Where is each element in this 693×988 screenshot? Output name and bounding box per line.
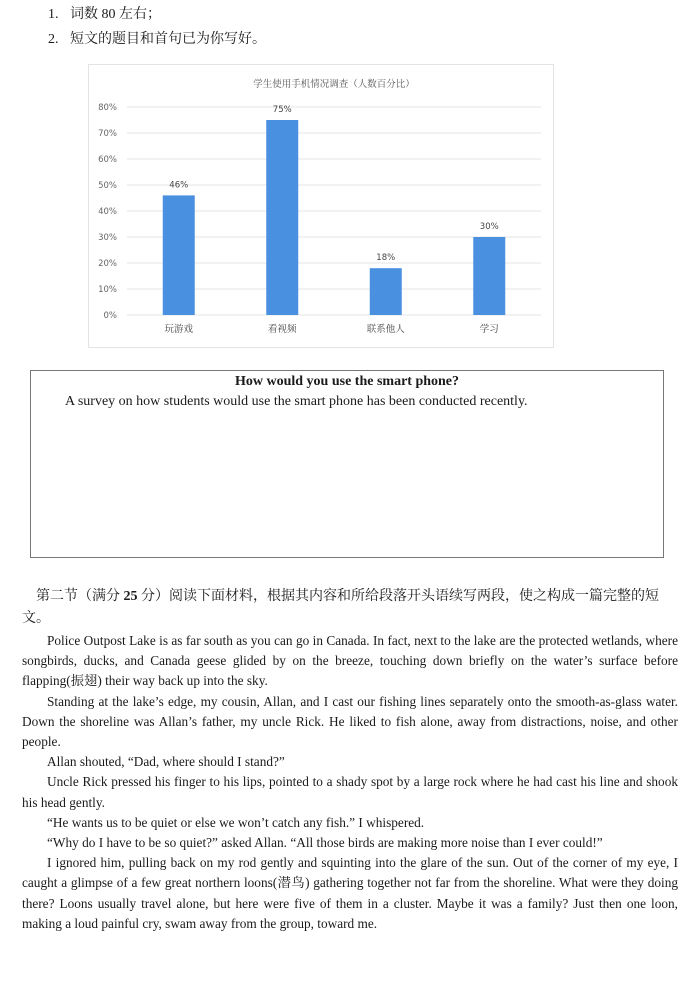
passage-paragraph: “Why do I have to be so quiet?” asked Allan. “All those birds are making more noise than I ever could!”: [47, 835, 603, 851]
bar: [473, 237, 505, 315]
section-instructions: [22, 586, 672, 630]
y-tick-label: 10%: [98, 285, 117, 295]
requirement-text: 短文的题目和首句已为你写好。: [70, 32, 266, 47]
data-label: 46%: [169, 180, 189, 191]
x-tick-label: 玩游戏: [164, 324, 194, 335]
data-label: 75%: [272, 105, 292, 115]
reading-passage: [22, 631, 678, 934]
y-tick-label: 60%: [98, 155, 117, 165]
requirement-1: [48, 6, 161, 24]
bar: [163, 195, 195, 315]
data-label: 18%: [376, 253, 396, 264]
passage-paragraph: Standing at the lake’s edge, my cousin, Allan, and I cast our fishing lines separately onto the smooth-as-glass water. Down the shoreline was Allan’s father, my uncle Rick. He liked to fish alone, away from distractions, noise, and other people.: [22, 693, 678, 750]
passage-paragraph: Allan shouted, “Dad, where should I stand?”: [47, 754, 285, 770]
requirement-2: [48, 31, 266, 49]
bar: [266, 120, 298, 315]
requirement-number: 2.: [48, 32, 59, 47]
y-tick-label: 0%: [103, 311, 117, 321]
x-tick-label: 联系他人: [366, 324, 405, 335]
y-tick-label: 50%: [98, 181, 117, 191]
requirement-number: 1.: [48, 7, 59, 22]
y-tick-label: 20%: [98, 259, 117, 269]
passage-paragraph: Police Outpost Lake is as far south as you can go in Canada. In fact, next to the lake are the protected wetlands, where songbirds, ducks, and Canada geese glided by on the breeze, touching down briefly on the water’s surface before flapping(振翅) their way back up into the sky.: [22, 633, 678, 689]
passage-paragraph: I ignored him, pulling back on my rod gently and squinting into the glare of the sun. Out of the corner of my eye, I caught a glimpse of a few great northern loons(潜鸟) gathering together not far from the shoreline. What were they doing there? Loons usually travel alone, but here were five of them in a cluster. Maybe it was a family? Just then one loon, making a loud painful cry, swam away from the group, toward me.: [22, 855, 678, 931]
requirement-text: 词数 80 左右；: [70, 7, 161, 22]
section-instructions-part2: 分）阅读下面材料，根据其内容和所给段落开头语续写两段，使之构成一篇完整的短文。: [22, 589, 659, 626]
section-instructions-part1: 第二节（满分: [36, 589, 124, 604]
writing-answer-box[interactable]: [30, 370, 664, 558]
writing-title: How would you use the smart phone?: [234, 374, 460, 389]
passage-paragraph: “He wants us to be quiet or else we won’t catch any fish.” I whispered.: [47, 814, 425, 830]
y-tick-label: 40%: [98, 207, 117, 217]
y-tick-label: 70%: [98, 129, 117, 139]
chart-canvas: [89, 65, 553, 347]
bar-chart: [88, 64, 554, 348]
passage-paragraph: Uncle Rick pressed his finger to his lips, pointed to a shady spot by a large rock where he had cast his line and shook his head gently.: [22, 774, 678, 810]
chart-title: 学生使用手机情况调查（人数百分比）: [253, 79, 415, 90]
data-label: 30%: [479, 222, 499, 232]
writing-first-sentence: A survey on how students would use the smart phone has been conducted recently.: [65, 394, 528, 409]
bar: [370, 268, 402, 315]
y-tick-label: 80%: [98, 103, 117, 113]
y-tick-label: 30%: [98, 233, 117, 243]
x-tick-label: 看视频: [267, 324, 297, 335]
section-score: 25: [123, 589, 138, 604]
x-tick-label: 学习: [479, 324, 499, 335]
